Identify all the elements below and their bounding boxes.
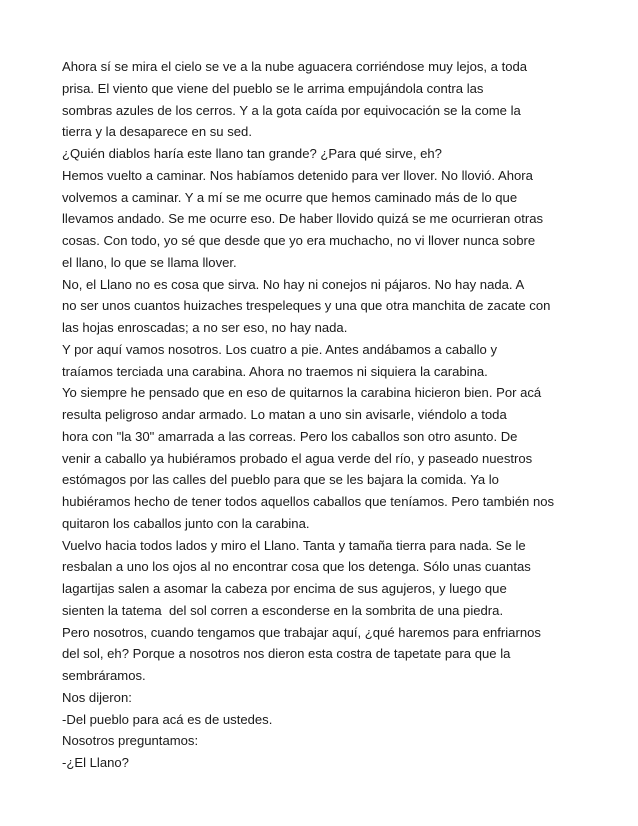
text-line: ¿Quién diablos haría este llano tan grande? ¿Para qué sirve, eh? (62, 146, 442, 161)
text-line: resulta peligroso andar armado. Lo matan a uno sin avisarle, viéndolo a toda (62, 407, 507, 422)
text-line: hubiéramos hecho de tener todos aquellos caballos que teníamos. Pero también nos (62, 494, 555, 509)
text-line: del sol, eh? Porque a nosotros nos dieron esta costra de tapetate para que la (62, 646, 511, 662)
text-line: las hojas enroscadas; a no ser eso, no hay nada. (62, 320, 348, 335)
text-line: estómagos por las calles del pueblo para que se les bajara la comida. Ya lo (62, 472, 499, 488)
text-line: lagartijas salen a asomar la cabeza por encima de sus agujeros, y luego que (62, 581, 507, 596)
text-line: No, el Llano no es cosa que sirva. No hay ni conejos ni pájaros. No hay nada. A (62, 276, 525, 292)
text-line: prisa. El viento que viene del pueblo se le arrima empujándola contra las (62, 80, 484, 96)
text-line: Ahora sí se mira el cielo se ve a la nube aguacera corriéndose muy lejos, a toda (62, 59, 528, 74)
text-line: Yo siempre he pensado que en eso de quitarnos la carabina hicieron bien. Por acá (62, 385, 542, 401)
text-line: volvemos a caminar. Y a mí se me ocurre que hemos caminado más de lo que (62, 189, 518, 205)
text-line: hora con "la 30" amarrada a las correas. Pero los caballos son otro asunto. De (62, 428, 518, 444)
text-line: Pero nosotros, cuando tengamos que trabajar aquí, ¿qué haremos para enfriarnos (62, 624, 541, 640)
text-line: Nosotros preguntamos: (62, 733, 199, 749)
text-line: Hemos vuelto a caminar. Nos habíamos detenido para ver llover. No llovió. Ahora (62, 167, 533, 183)
text-line: sombras azules de los cerros. Y a la gota caída por equivocación se la come la (62, 102, 521, 118)
text-line: -Del pueblo para acá es de ustedes. (62, 711, 273, 727)
text-line: sembráramos. (62, 668, 146, 683)
text-line: venir a caballo ya hubiéramos probado el agua verde del río, y paseado nuestros (62, 450, 533, 466)
text-line: resbalan a uno los ojos al no encontrar cosa que los detenga. Sólo unas cuantas (62, 559, 531, 575)
text-line: el llano, lo que se llama llover. (62, 254, 237, 270)
text-line: Nos dijeron: (62, 689, 132, 705)
body-text (62, 56, 622, 774)
text-line: cosas. Con todo, yo sé que desde que yo era muchacho, no vi llover nunca sobre (62, 233, 536, 248)
text-line: Y por aquí vamos nosotros. Los cuatro a pie. Antes andábamos a caballo y (62, 341, 498, 357)
text-line: traíamos terciada una carabina. Ahora no traemos ni siquiera la carabina. (62, 363, 488, 379)
text-line: -¿El Llano? (62, 755, 129, 770)
text-line: tierra y la desaparece en su sed. (62, 124, 252, 140)
text-line: quitaron los caballos junto con la carabina. (62, 515, 310, 531)
text-line: Vuelvo hacia todos lados y miro el Llano. Tanta y tamaña tierra para nada. Se le (62, 537, 526, 553)
text-line: sienten la tatema del sol corren a esconderse en la sombrita de una piedra. (62, 602, 504, 618)
text-line: llevamos andado. Se me ocurre eso. De haber llovido quizá se me ocurrieran otras (62, 211, 544, 227)
text-line: no ser unos cuantos huizaches trespeleques y una que otra manchita de zacate con (62, 298, 551, 314)
